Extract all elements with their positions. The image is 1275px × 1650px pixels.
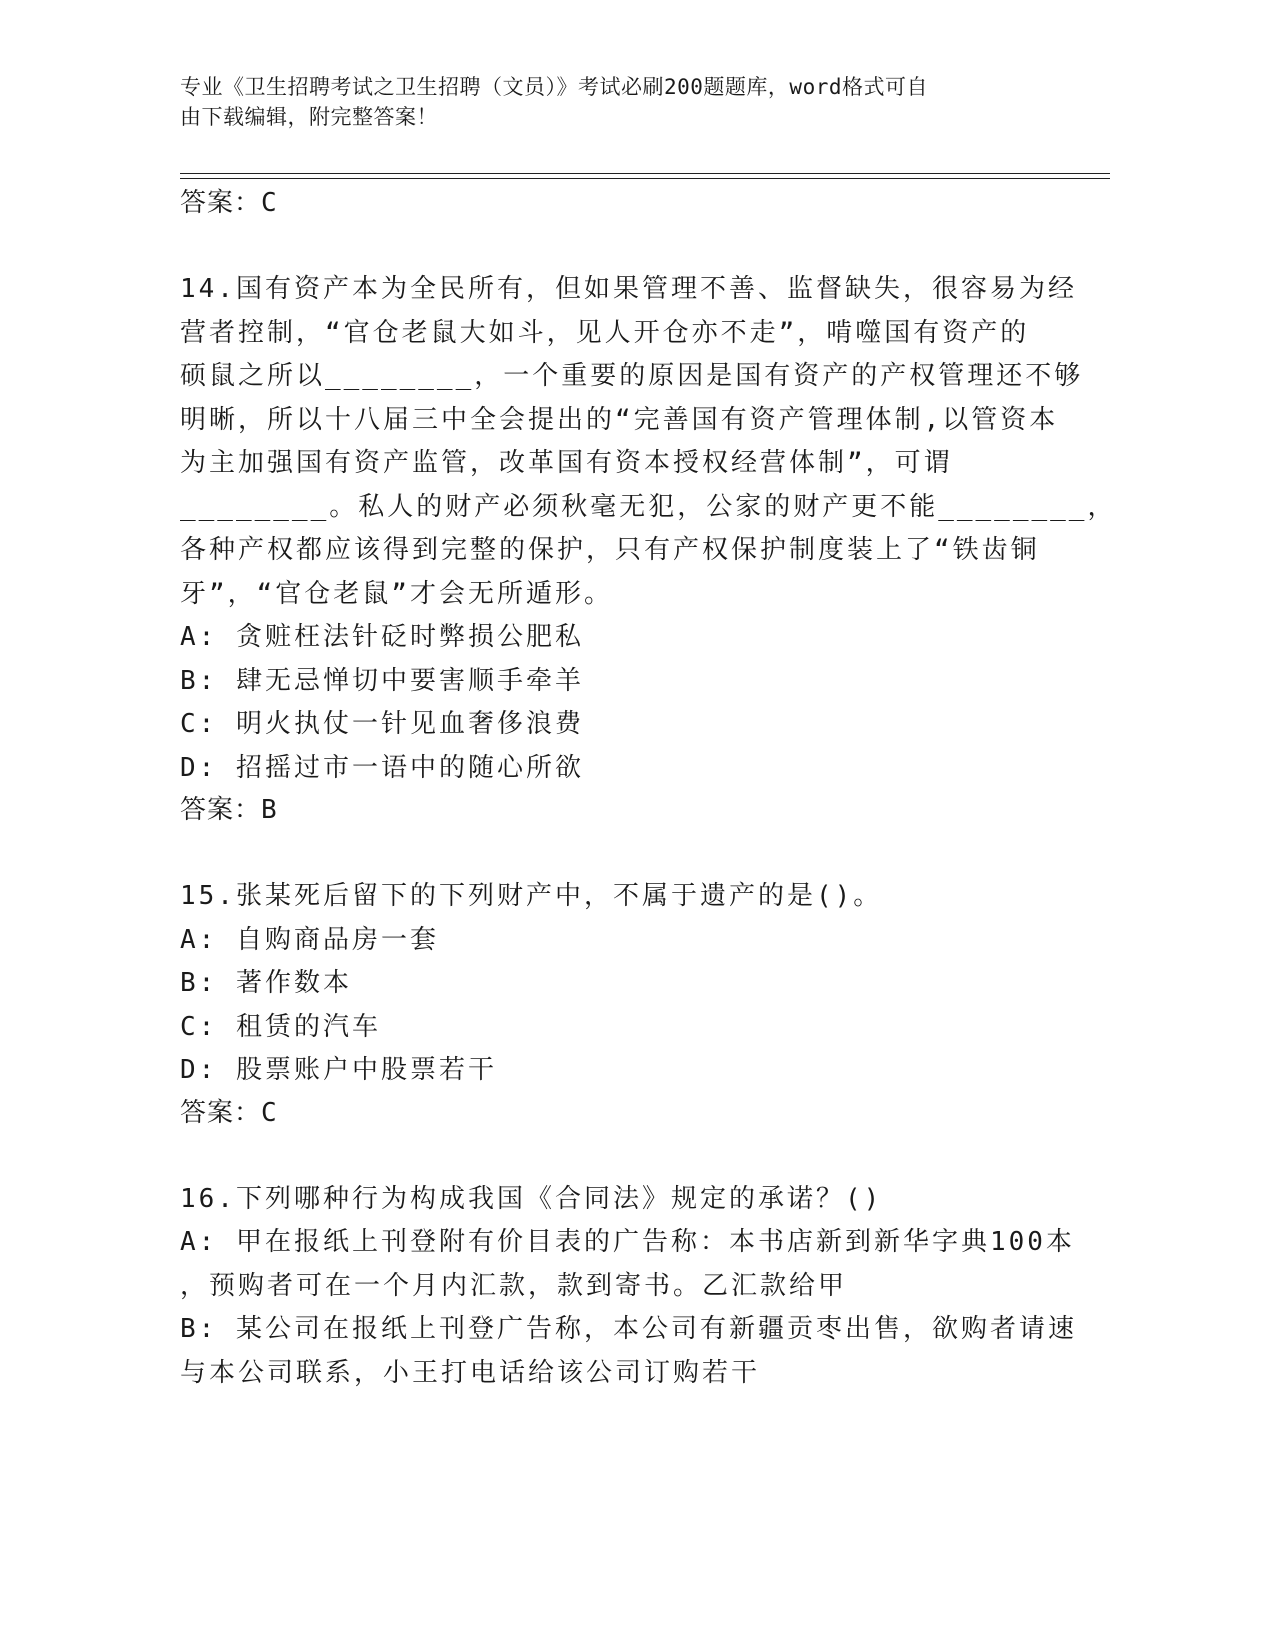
header-line-2: 由下载编辑，附完整答案！ <box>180 105 438 129</box>
option-a: A: 自购商品房一套 <box>180 924 439 955</box>
question-15 <box>180 875 1060 1133</box>
spacer <box>180 1133 1060 1178</box>
header-divider-bottom <box>180 178 1110 179</box>
answer-14: 答案：B <box>180 795 278 825</box>
question-text-line: 16.下列哪种行为构成我国《合同法》规定的承诺？() <box>180 1183 883 1214</box>
option-b: B: 著作数本 <box>180 968 352 998</box>
option-a: A: 甲在报纸上刊登附有价目表的广告称：本书店新到新华字典100本 <box>180 1227 1075 1257</box>
question-text-line: 15.张某死后留下的下列财产中，不属于遗产的是()。 <box>180 881 883 911</box>
question-text-line: 各种产权都应该得到完整的保护，只有产权保护制度装上了“铁齿铜 <box>180 535 1040 565</box>
question-text-line: 14.国有资产本为全民所有，但如果管理不善、监督缺失，很容易为经 <box>180 274 1077 304</box>
question-text-line: ________。私人的财产必须秋毫无犯，公家的财产更不能________， <box>180 491 1117 522</box>
previous-answer: 答案：C <box>180 188 278 218</box>
option-d: D: 招摇过市一语中的随心所欲 <box>180 752 584 783</box>
header-line-1: 专业《卫生招聘考试之卫生招聘（文员）》考试必刷200题题库，word格式可自 <box>180 75 928 99</box>
option-b: B: 肆无忌惮切中要害顺手牵羊 <box>180 665 584 696</box>
question-text-line: 为主加强国有资产监管，改革国有资本授权经营体制”，可谓 <box>180 448 953 478</box>
option-d: D: 股票账户中股票若干 <box>180 1055 497 1085</box>
answer-15: 答案：C <box>180 1097 278 1128</box>
page-header <box>180 72 1050 132</box>
spacer <box>180 223 1060 268</box>
question-14 <box>180 268 1117 830</box>
question-text-line: 营者控制，“官仓老鼠大如斗，见人开仓亦不走”，啃噬国有资产的 <box>180 317 1030 348</box>
question-text-line: 明晰，所以十八届三中全会提出的“完善国有资产管理体制,以管资本 <box>180 404 1059 435</box>
question-16 <box>180 1178 1077 1396</box>
option-b-continued: 与本公司联系，小王打电话给该公司订购若干 <box>180 1357 761 1388</box>
question-text-line: 硕鼠之所以________，一个重要的原因是国有资产的产权管理还不够 <box>180 361 1084 391</box>
question-text-line: 牙”，“官仓老鼠”才会无所遁形。 <box>180 578 613 609</box>
spacer <box>180 830 1060 875</box>
option-c: C: 明火执仗一针见血奢侈浪费 <box>180 709 584 739</box>
option-b: B: 某公司在报纸上刊登广告称，本公司有新疆贡枣出售，欲购者请速 <box>180 1314 1077 1344</box>
document-body <box>180 183 1117 1395</box>
option-a-continued: ，预购者可在一个月内汇款，款到寄书。乙汇款给甲 <box>180 1270 848 1301</box>
header-divider-top <box>180 173 1110 174</box>
option-a: A: 贪赃枉法针砭时弊损公肥私 <box>180 622 584 652</box>
option-c: C: 租赁的汽车 <box>180 1011 381 1042</box>
